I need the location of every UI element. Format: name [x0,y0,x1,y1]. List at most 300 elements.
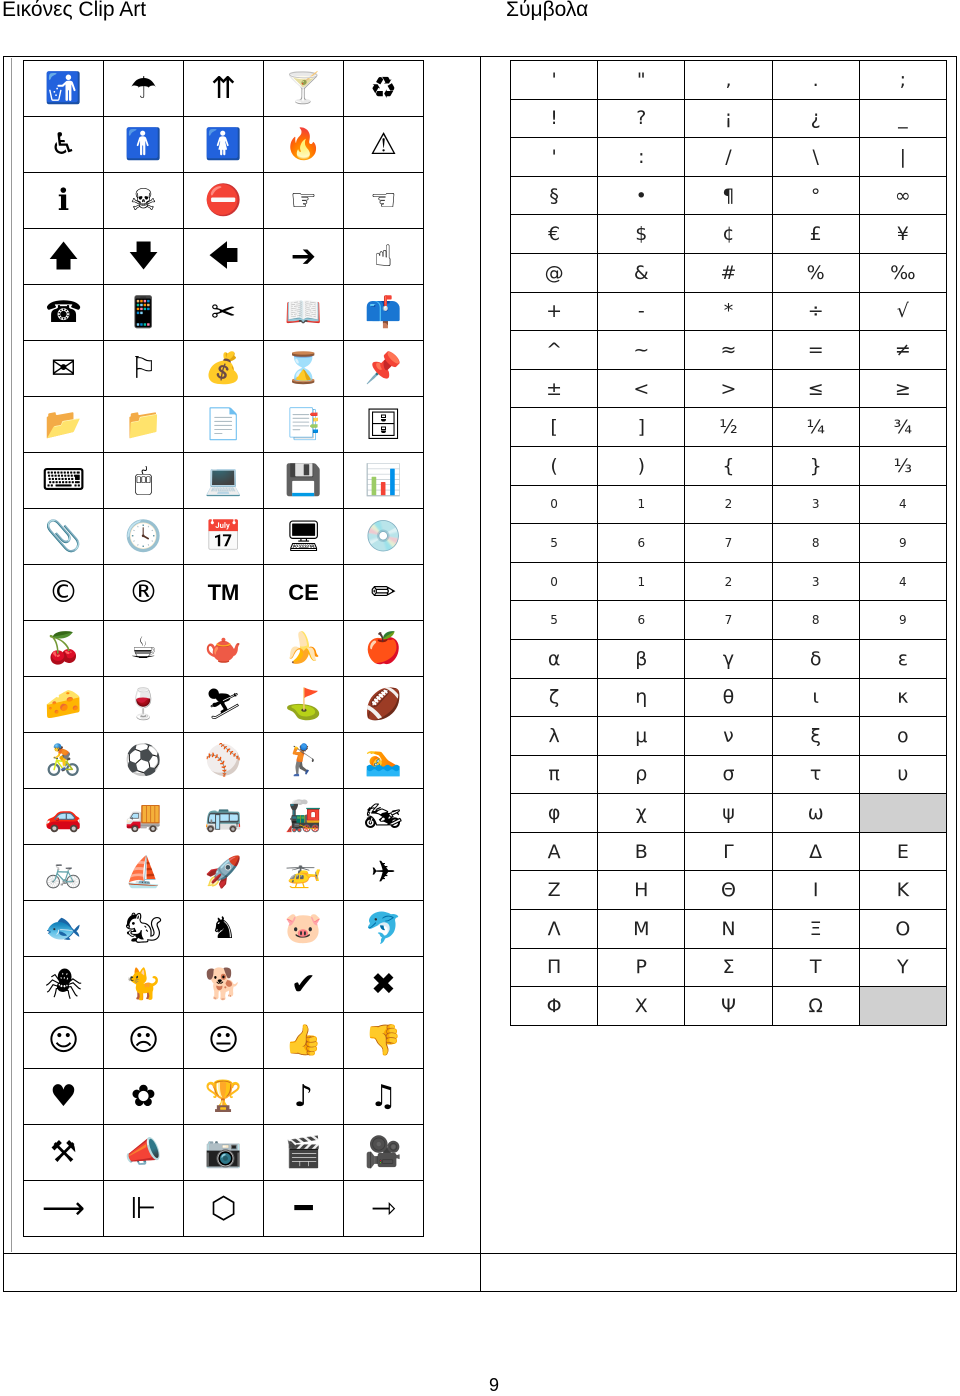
neutral-face-icon: 😐 [207,1022,240,1058]
clipart-cell [184,173,264,229]
symbol-cell [685,177,772,216]
symbol-cell [598,794,685,833]
arrow-down-icon: 🡇 [128,238,159,274]
symbol-cell [685,370,772,409]
mobile-phone-icon: 📱 [124,294,163,330]
symbol-char: : [638,145,645,168]
symbol-cell [511,138,598,177]
clipart-cell [264,173,344,229]
clipart-cell [344,901,424,957]
symbol-cell [685,640,772,679]
symbol-cell [511,949,598,988]
symbol-char: ¡ [724,107,733,130]
symbol-cell [685,833,772,872]
clipart-cell [184,341,264,397]
clipart-section-title: Εικόνες Clip Art [2,0,147,21]
clipart-cell [104,677,184,733]
symbol-cell [598,910,685,949]
symbol-cell [860,871,947,910]
folder-icon: 📁 [124,406,163,442]
hourglass-icon: ⌛ [284,350,323,386]
coffee-cup-icon: ☕ [130,630,157,666]
symbol-cell [773,601,860,640]
symbol-char: 2 [724,574,733,589]
file-cabinet-icon: 🗄 [364,406,403,442]
symbol-cell [773,679,860,718]
symbol-char: | [899,145,907,168]
clipart-cell [104,453,184,509]
symbol-char: Η [634,879,649,902]
symbol-cell [685,601,772,640]
symbol-char: / [725,145,732,168]
symbol-cell [860,949,947,988]
trophy-icon: 🏆 [204,1078,243,1114]
symbol-char: ( [550,454,558,477]
symbol-cell [860,254,947,293]
clipart-cell [344,341,424,397]
telephone-icon: ☎ [44,294,83,330]
symbol-cell [860,910,947,949]
symbol-char: ~ [633,338,650,361]
hand-point-right-icon: ☞ [290,182,317,218]
clipart-cell [264,621,344,677]
symbol-char: 5 [550,535,558,550]
symbol-cell [860,331,947,370]
symbol-cell [511,871,598,910]
recycle-icon: ♻ [370,70,397,106]
symbol-cell [511,331,598,370]
symbol-cell [685,910,772,949]
symbol-char: ο [897,724,909,747]
clipart-cell [344,1125,424,1181]
symbol-char: √ [896,300,909,323]
train-icon: 🚂 [284,798,323,834]
warning-icon: ⚠ [370,126,397,162]
symbol-char: ⅓ [893,454,913,477]
mouse-icon: 🖱 [134,462,153,498]
trash-person-icon: 🚮 [44,70,83,106]
clipart-cell [184,733,264,789]
symbol-char: 4 [899,574,907,589]
clipart-cell [344,1013,424,1069]
symbol-char: Ι [812,879,819,902]
symbol-char: ¥ [896,223,909,246]
truck-icon: 🚚 [124,798,163,834]
symbol-cell [860,640,947,679]
arrow-left-icon: 🡄 [208,238,239,274]
clipart-cell [24,1069,104,1125]
symbol-char: ] [637,416,645,439]
keyboard-icon: ⌨ [41,462,86,498]
symbol-cell [773,254,860,293]
symbol-cell [773,833,860,872]
symbol-cell [598,138,685,177]
symbol-char: 2 [724,497,733,512]
laptop-icon: 💻 [204,462,243,498]
symbol-cell [598,640,685,679]
symbol-cell [511,215,598,254]
symbol-char: 7 [724,535,733,550]
clipart-cell [264,509,344,565]
symbol-char: Σ [722,956,735,979]
frown-icon: ☹ [127,1022,160,1058]
symbol-char: Μ [633,917,650,940]
symbol-char: ω [807,802,824,825]
symbol-cell [685,447,772,486]
symbol-char: Υ [897,956,909,979]
clipart-cell [344,173,424,229]
clipart-cell [104,397,184,453]
mailbox-icon: 📫 [364,294,403,330]
symbol-char: } [809,454,822,477]
symbol-cell [685,871,772,910]
symbol-char: Θ [720,879,736,902]
clipart-cell [24,621,104,677]
symbol-char: % [806,261,825,284]
symbol-cell [598,331,685,370]
symbol-cell [511,794,598,833]
open-folder-icon: 📂 [44,406,83,442]
bottom-row-divider [3,1253,957,1254]
clipart-cell [264,1181,344,1237]
symbol-cell [511,717,598,756]
symbol-cell [860,601,947,640]
clipart-cell [264,957,344,1013]
symbol-cell [860,486,947,525]
symbol-cell [598,61,685,100]
calendar-icon: 📅 [204,518,243,554]
symbol-cell [685,408,772,447]
clapperboard-icon: 🎬 [284,1134,323,1170]
symbol-cell [685,949,772,988]
music-note-icon: ♪ [293,1078,314,1114]
no-entry-icon: ⛔ [204,182,243,218]
pushpin-icon: 📌 [364,350,403,386]
clipart-cell [24,789,104,845]
symbol-cell [860,177,947,216]
screw-icon: ⇾ [370,1190,397,1226]
symbol-cell [773,756,860,795]
clipart-cell [264,1013,344,1069]
clipart-cell [184,61,264,117]
symbol-char: & [633,261,649,284]
this-way-up-icon: ⇈ [210,70,237,106]
symbol-cell [685,215,772,254]
empty-symbol-cell [860,794,947,833]
clipart-cell [24,285,104,341]
symbol-char: Ω [808,995,823,1018]
symbol-char: Φ [546,995,562,1018]
clipart-cell [24,229,104,285]
clipart-cell [344,117,424,173]
smiley-icon: ☺ [47,1022,80,1058]
symbol-char: φ [547,802,561,825]
clipart-cell [24,61,104,117]
bicycle-icon: 🚲 [44,854,83,890]
pencil-icon: ✏ [370,574,397,610]
clipart-cell [344,621,424,677]
cheese-icon: 🧀 [44,686,83,722]
cross-icon: ✖ [370,966,397,1002]
umbrella-icon: ☂ [130,70,157,106]
symbol-char: 9 [899,535,907,550]
symbol-cell [773,910,860,949]
symbol-cell [860,447,947,486]
symbol-cell [511,640,598,679]
symbol-cell [685,756,772,795]
symbol-char: α [547,647,561,670]
symbol-cell [511,100,598,139]
symbol-char: Χ [634,995,648,1018]
clipart-cell [184,677,264,733]
dog-icon: 🐕 [204,966,243,1002]
clipart-cell [104,229,184,285]
clipart-cell [184,901,264,957]
symbol-cell [685,486,772,525]
clipart-cell [184,1181,264,1237]
spreadsheet-chart-icon: 📊 [364,462,403,498]
symbol-cell [773,370,860,409]
clipart-cell [184,1069,264,1125]
symbol-cell [685,293,772,332]
symbol-char: ' [551,68,557,91]
bus-icon: 🚌 [204,798,243,834]
symbol-char: χ [635,802,647,825]
symbol-cell [685,717,772,756]
rocket-icon: 🚀 [204,854,243,890]
symbol-cell [511,833,598,872]
clipart-cell [264,453,344,509]
fragile-glass-icon: 🍸 [284,70,323,106]
envelope-icon: ✉ [50,350,77,386]
clipart-cell [264,789,344,845]
symbol-cell [598,563,685,602]
symbol-char: ! [550,107,558,130]
symbol-cell [685,61,772,100]
symbol-char: ε [897,647,908,670]
clipart-cell [104,1125,184,1181]
symbol-char: 8 [811,613,820,628]
symbol-char: ∞ [894,184,911,207]
clipart-cell [184,1125,264,1181]
floppy-disk-icon: 💾 [284,462,323,498]
symbol-char: ¢ [722,223,735,246]
clipart-cell [344,61,424,117]
symbol-char: € [548,223,561,246]
symbol-char: * [723,300,734,323]
car-icon: 🚗 [44,798,83,834]
symbol-char: ± [546,377,563,400]
symbol-cell [511,61,598,100]
thumbs-up-icon: 👍 [284,1022,323,1058]
clipart-cell [264,1069,344,1125]
tools-icon: ⚒ [50,1134,77,1170]
symbol-cell [773,871,860,910]
cherries-icon: 🍒 [44,630,83,666]
symbol-char: # [720,261,737,284]
clipart-cell [184,453,264,509]
symbol-cell [598,679,685,718]
clipart-cell [344,509,424,565]
symbol-char: σ [722,763,735,786]
symbol-cell [773,61,860,100]
open-book-icon: 📖 [284,294,323,330]
helicopter-icon: 🚁 [284,854,323,890]
clipart-cell [104,957,184,1013]
symbol-char: [ [550,416,558,439]
wheelchair-icon: ♿ [50,126,77,162]
symbol-char: Ψ [720,995,736,1018]
nail-icon: ⟶ [41,1190,85,1226]
symbol-cell [773,138,860,177]
symbol-cell [685,679,772,718]
clipart-cell [184,789,264,845]
symbol-cell [685,524,772,563]
clipart-cell [24,173,104,229]
symbol-cell [860,370,947,409]
symbol-cell [773,215,860,254]
symbol-char: + [546,300,563,323]
symbol-cell [773,524,860,563]
symbol-cell [685,100,772,139]
symbol-char: ≠ [894,338,911,361]
clipart-cell [24,901,104,957]
symbols-section-title: Σύμβολα [506,0,589,21]
airplane-icon: ✈ [370,854,397,890]
symbol-cell [773,717,860,756]
clipart-cell [184,1013,264,1069]
symbol-char: @ [544,261,564,284]
clipart-cell [24,957,104,1013]
sailboat-icon: ⛵ [124,854,163,890]
clipart-cell [104,901,184,957]
symbol-cell [598,254,685,293]
symbol-cell [685,331,772,370]
symbol-char: 4 [899,497,907,512]
symbol-char: ξ [810,724,821,747]
symbol-char: Α [547,840,561,863]
fish-icon: 🐟 [44,910,83,946]
clipart-cell [24,565,104,621]
money-bag-icon: 💰 [204,350,243,386]
symbol-char: 3 [811,497,820,512]
wine-bottle-glass-icon: 🍷 [124,686,163,722]
clipart-cell [264,229,344,285]
dolphin-icon: 🐬 [364,910,403,946]
symbol-char: 6 [637,535,646,550]
symbol-char: ) [637,454,645,477]
symbol-cell [773,331,860,370]
symbol-char: Ε [896,840,909,863]
clipart-cell [344,789,424,845]
clipart-cell [104,1013,184,1069]
baseball-icon: ⚾ [204,742,243,778]
symbol-char: ψ [722,802,735,825]
symbol-char: 7 [724,613,733,628]
ce-mark-icon: CE [288,579,319,605]
symbol-char: Δ [809,840,823,863]
symbol-char: § [549,184,559,207]
swimmer-icon: 🏊 [364,742,403,778]
symbol-char: ¶ [722,184,735,207]
symbol-char: 8 [811,535,820,550]
symbol-char: $ [635,223,648,246]
symbol-char: 6 [637,613,646,628]
symbol-cell [860,756,947,795]
symbol-char: 3 [811,574,820,589]
clipart-cell [344,229,424,285]
clipart-cell [24,1013,104,1069]
symbol-cell [773,794,860,833]
clipart-cell [24,733,104,789]
hex-nut-icon: ⬡ [210,1190,237,1226]
symbol-cell [860,61,947,100]
info-icon: ℹ [57,182,70,218]
woman-icon: 🚺 [204,126,243,162]
symbol-char: ^ [546,338,563,361]
clipart-cell [344,845,424,901]
man-icon: 🚹 [124,126,163,162]
clipart-cell [344,565,424,621]
symbol-char: • [635,184,647,207]
symbol-char: < [633,377,650,400]
symbol-char: ÷ [807,300,824,323]
clipart-cell [184,565,264,621]
symbol-char: ¾ [893,416,913,439]
symbol-char: 0 [550,574,558,589]
clipart-cell [104,565,184,621]
clipart-cell [104,61,184,117]
clipart-cell [264,285,344,341]
scissors-icon: ✂ [210,294,237,330]
symbol-char: π [548,763,560,786]
megaphone-icon: 📣 [124,1134,163,1170]
symbol-cell [598,949,685,988]
clipart-cell [24,677,104,733]
symbol-char: γ [722,647,735,670]
clipart-cell [264,61,344,117]
symbol-char: ≤ [807,377,824,400]
symbol-cell [511,987,598,1026]
clipart-cell [264,565,344,621]
symbol-char: 5 [550,613,558,628]
clipart-cell [184,397,264,453]
empty-symbol-cell [860,987,947,1026]
symbol-char: Ρ [635,956,648,979]
symbol-char: β [635,647,648,670]
symbol-char: Λ [547,917,561,940]
symbol-cell [598,177,685,216]
symbol-char: Ξ [809,917,822,940]
symbol-cell [860,408,947,447]
symbol-cell [773,563,860,602]
clipart-cell [264,117,344,173]
clipart-cell [184,229,264,285]
clipart-cell [104,621,184,677]
symbol-cell [511,370,598,409]
symbol-cell [685,254,772,293]
symbol-char: Γ [723,840,734,863]
symbol-cell [511,447,598,486]
symbol-cell [773,100,860,139]
symbol-cell [598,717,685,756]
film-projector-icon: 🎥 [364,1134,403,1170]
clipart-cell [344,733,424,789]
symbol-char: " [636,68,646,91]
symbol-char: ‰ [890,261,916,284]
symbol-char: Π [546,956,562,979]
symbol-char: Ζ [547,879,561,902]
